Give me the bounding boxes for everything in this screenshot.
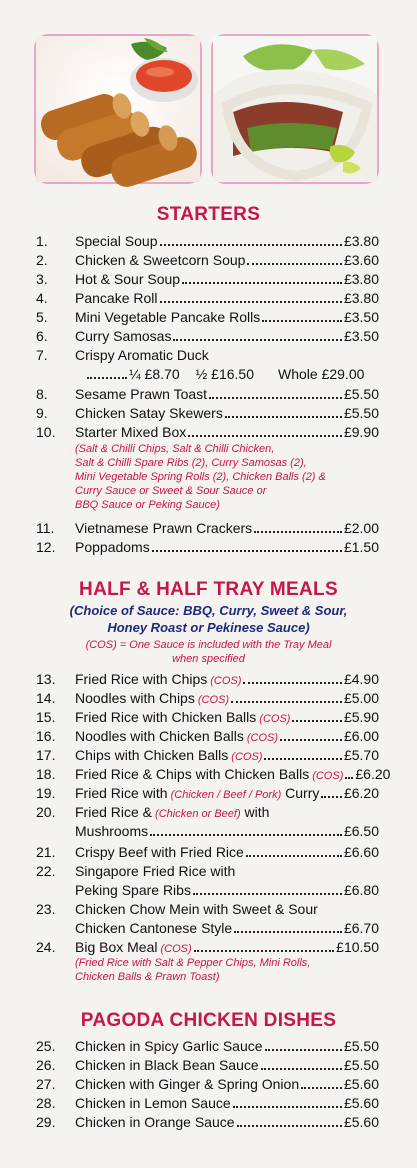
item-price: £1.50 [343,539,379,555]
menu-item-row [0,822,417,841]
item-name: Fried Rice & [75,804,153,820]
leader-dots [160,232,342,246]
duck-price-line [75,365,379,384]
item-name: Fried Rice & Chips with Chicken Balls [75,766,310,782]
item-body [75,1094,379,1113]
item-tag: (COS) [259,713,291,725]
item-body [75,289,379,308]
item-name: Chicken in Black Bean Sauce [75,1057,259,1073]
menu-item-row [0,843,417,862]
item-price: £5.50 [343,386,379,402]
item-number: 7. [36,347,48,363]
item-number: 4. [36,290,48,306]
duck-whole-price: Whole £29.00 [278,366,365,382]
item-tag: (COS) [210,675,242,687]
item-number: 3. [36,271,48,287]
big-box-description: (Fried Rice with Salt & Pepper Chips, Mini Rolls, [75,957,311,969]
item-price: £10.50 [336,939,379,955]
leader-dots [225,404,342,418]
tray-sauce-choice-line-1: (Choice of Sauce: BBQ, Curry, Sweet & Sour, [69,603,348,618]
item-price: £6.70 [343,920,379,936]
leader-dots [345,765,353,779]
item-price: £5.50 [343,405,379,421]
item-name: Fried Rice with [75,785,168,801]
leader-dots [254,519,342,533]
big-box-description: Chicken Balls & Prawn Toast) [75,971,220,983]
item-body [75,746,379,767]
menu-item-row [0,919,417,938]
item-price: £6.60 [343,844,379,860]
item-body [75,385,379,404]
leader-dots [233,1094,342,1108]
item-name: Chips with Chicken Balls [75,747,229,763]
item-number: 22. [36,863,56,879]
photo-strip [34,34,379,184]
item-number: 1. [36,233,48,249]
item-body [75,1113,379,1132]
menu-item-row [0,289,417,308]
item-tag: (COS) [312,770,344,782]
item-body [75,404,379,423]
item-number: 12. [36,539,56,555]
item-number: 20. [36,804,56,820]
item-name: Noodles with Chicken Balls [75,728,244,744]
menu-item-row [0,385,417,404]
leader-dots [182,270,342,284]
item-tag: (Chicken / Beef / Pork) [170,789,282,801]
menu-item-row [0,727,417,746]
item-body [75,881,379,900]
item-number: 29. [36,1114,56,1130]
leader-dots [264,746,341,760]
item-price: £6.00 [343,728,379,744]
item-number: 13. [36,671,56,687]
menu-item-row [0,1094,417,1113]
item-number: 5. [36,309,48,325]
item-tag: (COS) [231,751,263,763]
item-number: 15. [36,709,56,725]
leader-dots [237,1113,342,1127]
item-number: 14. [36,690,56,706]
leader-dots [234,919,342,933]
item-body [75,346,379,365]
item-body [75,308,379,327]
leader-dots [301,1075,342,1089]
leader-dots [209,385,342,399]
menu-item-row [0,765,417,784]
mixed-box-description: Salt & Chilli Spare Ribs (2), Curry Samosas (2), [75,457,307,469]
menu-item-row [0,881,417,900]
item-price: £9.90 [343,424,379,440]
item-name-suffix: Curry [281,785,320,801]
item-tag: (COS) [160,943,192,955]
menu-item-row [0,251,417,270]
leader-dots [262,308,342,322]
menu-item-row [0,1056,417,1075]
item-name: Mini Vegetable Pancake Rolls [75,309,261,325]
item-price: £6.50 [343,823,379,839]
item-name: Chicken in Lemon Sauce [75,1095,231,1111]
menu-item-row [0,689,417,708]
mixed-box-description: BBQ Sauce or Peking Sauce) [75,499,220,511]
item-body [75,1075,379,1094]
duck-half-price: ½ £16.50 [195,366,254,382]
menu-item-row [0,1075,417,1094]
leader-dots [280,727,342,741]
menu-item-row [0,270,417,289]
item-name: Chicken Chow Mein with Sweet & Sour [75,901,318,917]
leader-dots [160,289,342,303]
leader-dots [193,881,342,895]
leader-dots [321,784,342,798]
item-body [75,862,379,881]
item-name: Chicken & Sweetcorn Soup [75,252,246,268]
item-body [75,708,379,729]
item-name: Chicken with Ginger & Spring Onion [75,1076,300,1092]
menu-item-row [0,327,417,346]
mixed-box-description: (Salt & Chilli Chips, Salt & Chilli Chicken, [75,443,275,455]
item-body [75,919,379,938]
item-price: £3.60 [343,252,379,268]
item-number: 8. [36,386,48,402]
item-tag: (Chicken or Beef) [155,808,241,820]
starters-heading: STARTERS [156,204,261,225]
item-name-suffix: with [240,804,270,820]
menu-item-row [0,862,417,881]
item-price: £5.70 [343,747,379,763]
item-name: Hot & Sour Soup [75,271,181,287]
menu-item-row [0,938,417,957]
item-name: Chicken in Orange Sauce [75,1114,235,1130]
item-name: Mushrooms [75,823,149,839]
item-number: 6. [36,328,48,344]
duck-quarter-price: ¼ £8.70 [129,366,180,382]
mixed-box-description: Mini Vegetable Spring Rolls (2), Chicken Balls (2) & [75,471,326,483]
item-price: £2.00 [343,520,379,536]
item-body [75,423,379,442]
item-number: 25. [36,1038,56,1054]
item-body [75,803,379,824]
item-number: 17. [36,747,56,763]
item-price: £3.50 [343,309,379,325]
leader-dots [152,538,342,552]
leader-dots [292,708,341,722]
menu-item-row [0,404,417,423]
item-name: Curry Samosas [75,328,172,344]
leader-dots [87,365,127,379]
item-tag: (COS) [197,694,230,706]
item-price: £5.50 [343,1057,379,1073]
item-number: 27. [36,1076,56,1092]
item-name: Chicken Cantonese Style [75,920,233,936]
leader-dots [194,938,335,952]
menu-item-row [0,1113,417,1132]
item-price: £3.80 [343,233,379,249]
spring-rolls-photo [34,34,202,184]
menu-item-row [0,670,417,689]
item-name: Crispy Aromatic Duck [75,347,209,363]
item-name: Poppadoms [75,539,150,555]
item-price: £3.80 [343,290,379,306]
cos-note-line-2: when specified [172,653,245,665]
leader-dots [150,822,342,836]
menu-item-row [0,232,417,251]
duck-wrap-photo [211,34,379,184]
item-name: Chicken in Spicy Garlic Sauce [75,1038,263,1054]
item-body [75,822,379,841]
menu-item-row [0,346,417,365]
item-number: 10. [36,424,56,440]
item-body [75,538,379,557]
leader-dots [231,689,342,703]
item-price: £3.80 [343,271,379,287]
item-price: £5.60 [343,1114,379,1130]
item-price: £6.20 [343,785,379,801]
item-number: 9. [36,405,48,421]
cos-note-line-1: (COS) = One Sauce is included with the Tray Meal [85,639,332,651]
item-name: Special Soup [75,233,158,249]
mixed-box-description: Curry Sauce or Sweet & Sour Sauce or [75,485,267,497]
item-number: 26. [36,1057,56,1073]
item-name: Peking Spare Ribs [75,882,191,898]
menu-item-row [0,708,417,727]
menu-item-row [0,519,417,538]
item-number: 21. [36,844,56,860]
menu-item-row [0,1037,417,1056]
item-number: 28. [36,1095,56,1111]
menu-item-row [0,423,417,442]
item-body [75,327,379,346]
menu-item-row [0,308,417,327]
item-body [75,1056,379,1075]
menu-item-row [0,538,417,557]
item-price: £5.60 [343,1095,379,1111]
item-body [75,251,379,270]
item-name: Fried Rice with Chicken Balls [75,709,257,725]
menu-item-row [0,746,417,765]
item-body [75,900,379,919]
item-name: Vietnamese Prawn Crackers [75,520,253,536]
item-body [75,784,379,805]
item-price: £4.90 [343,671,379,687]
item-price: £5.50 [343,1038,379,1054]
item-body [75,765,391,786]
menu-item-row [0,900,417,919]
item-price: £5.60 [343,1076,379,1092]
item-name: Starter Mixed Box [75,424,187,440]
leader-dots [261,1056,342,1070]
item-body [75,727,379,748]
leader-dots [188,423,342,437]
leader-dots [247,251,342,265]
item-price: £5.90 [343,709,379,725]
item-name: Noodles with Chips [75,690,195,706]
item-price: £3.50 [343,328,379,344]
item-body [75,232,379,251]
leader-dots [173,327,341,341]
item-price: £5.00 [343,690,379,706]
tray-meals-heading: HALF & HALF TRAY MEALS [79,579,338,600]
item-price: £6.20 [355,766,391,782]
tray-sauce-choice-line-2: Honey Roast or Pekinese Sauce) [107,620,310,635]
leader-dots [265,1037,342,1051]
item-body [75,270,379,289]
item-body [75,689,379,710]
item-body [75,670,379,691]
menu-item-row [0,803,417,822]
item-body [75,1037,379,1056]
item-name: Pancake Roll [75,290,158,306]
pagoda-heading: PAGODA CHICKEN DISHES [80,1010,337,1031]
leader-dots [243,670,342,684]
item-name: Chicken Satay Skewers [75,405,223,421]
item-number: 16. [36,728,56,744]
item-tag: (COS) [246,732,279,744]
item-number: 24. [36,939,56,955]
item-price: £6.80 [343,882,379,898]
item-number: 11. [36,520,55,536]
menu-item-row [0,784,417,803]
item-number: 23. [36,901,56,917]
item-number: 19. [36,785,56,801]
item-name: Crispy Beef with Fried Rice [75,844,244,860]
item-name: Fried Rice with Chips [75,671,208,687]
item-name: Big Box Meal [75,939,158,955]
item-number: 2. [36,252,48,268]
item-body [75,519,379,538]
item-number: 18. [36,766,56,782]
item-body [75,843,379,862]
leader-dots [246,843,342,857]
item-name: Singapore Fried Rice with [75,863,236,879]
item-name: Sesame Prawn Toast [75,386,208,402]
